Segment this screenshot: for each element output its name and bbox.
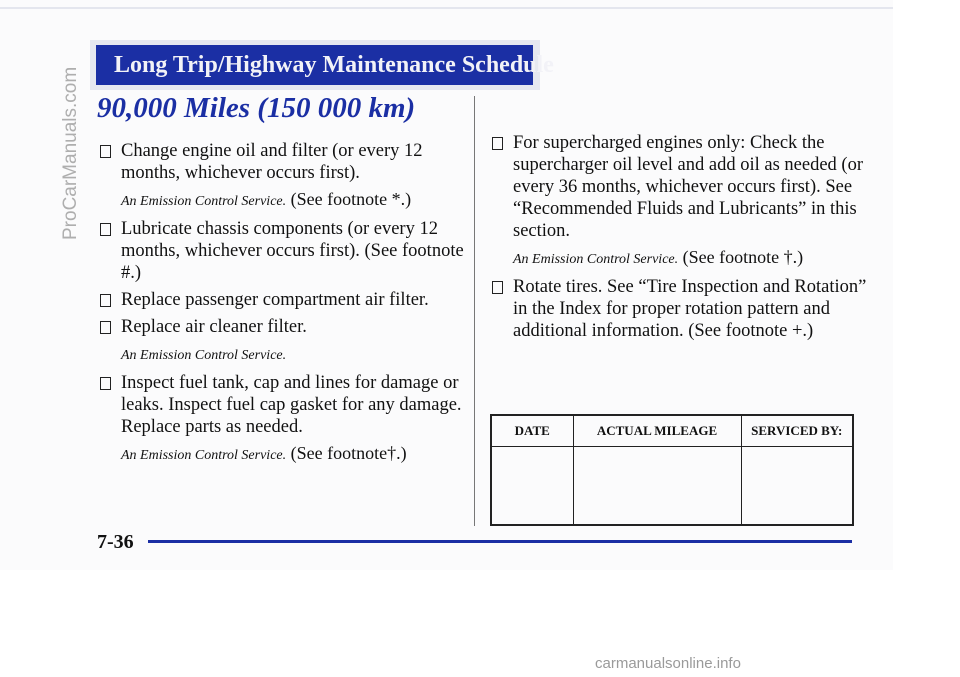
service-log-table (490, 414, 854, 526)
checkbox-icon[interactable] (100, 321, 111, 334)
checklist-item (98, 316, 470, 367)
table-row (491, 447, 853, 526)
mileage-column-header: ACTUAL MILEAGE (573, 415, 741, 447)
footnote-ref: (See footnote *.) (290, 189, 412, 209)
item-text: Lubricate chassis components (or every 12 months, whichever occurs first). (See footnote #.) (121, 219, 464, 283)
item-note (513, 246, 870, 271)
table-header-row (491, 415, 853, 447)
serviced-by-column-header: SERVICED BY: (741, 415, 853, 447)
date-cell[interactable] (491, 447, 573, 526)
item-note (121, 188, 470, 213)
item-text: For supercharged engines only: Check the supercharger oil level and add oil as needed (or every 36 months, whichever occurs first). See “Recommended Fluids and Lubricants” in this section. (513, 133, 863, 241)
watermark: ProCarManuals.com (60, 66, 81, 240)
item-text: Inspect fuel tank, cap and lines for damage or leaks. Inspect fuel cap gasket for any damage. Replace parts as needed. (121, 373, 462, 437)
footnote-ref: (See footnote†.) (290, 443, 407, 463)
checkbox-icon[interactable] (100, 377, 111, 390)
checklist-item (98, 372, 470, 467)
mileage-heading: 90,000 Miles (150 000 km) (97, 92, 416, 124)
left-column (98, 140, 470, 472)
checklist-item (490, 132, 870, 271)
checkbox-icon[interactable] (100, 145, 111, 158)
item-note (121, 442, 470, 467)
item-note (121, 342, 470, 367)
section-header (96, 45, 554, 85)
item-text: Change engine oil and filter (or every 12 months, whichever occurs first). (121, 141, 423, 183)
checkbox-icon[interactable] (100, 294, 111, 307)
emission-note: An Emission Control Service. (513, 252, 679, 267)
page-number: 7-36 (97, 531, 134, 553)
emission-note: An Emission Control Service. (121, 194, 287, 209)
checkbox-icon[interactable] (492, 137, 503, 150)
mileage-cell[interactable] (573, 447, 741, 526)
right-column (490, 132, 870, 347)
checklist-item (98, 289, 470, 311)
footer-rule (148, 540, 852, 543)
checkbox-icon[interactable] (100, 223, 111, 236)
checklist-item (98, 140, 470, 213)
item-text: Replace air cleaner filter. (121, 317, 307, 337)
header-title: Long Trip/Highway Maintenance Schedule (114, 52, 554, 78)
site-footer: carmanualsonline.info (595, 655, 741, 672)
date-column-header: DATE (491, 415, 573, 447)
emission-note: An Emission Control Service. (121, 348, 287, 363)
item-text: Replace passenger compartment air filter. (121, 290, 429, 310)
item-text: Rotate tires. See “Tire Inspection and Rotation” in the Index for proper rotation pattern and additional information. (See footnote +.) (513, 277, 867, 341)
column-divider (474, 96, 475, 526)
emission-note: An Emission Control Service. (121, 448, 287, 463)
checklist-item (98, 218, 470, 284)
serviced-by-cell[interactable] (741, 447, 853, 526)
checklist-item (490, 276, 870, 342)
top-rule (0, 7, 893, 9)
checkbox-icon[interactable] (492, 281, 503, 294)
footnote-ref: (See footnote †.) (682, 247, 804, 267)
